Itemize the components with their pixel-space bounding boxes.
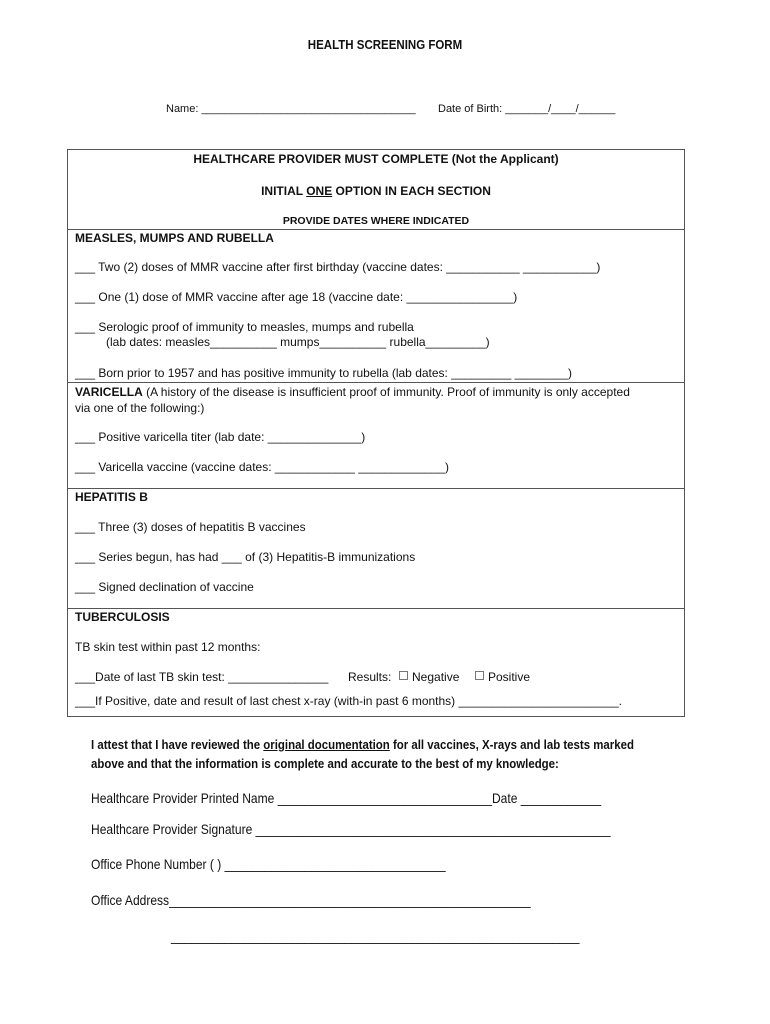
divider: [68, 488, 684, 489]
provider-header-line3: PROVIDE DATES WHERE INDICATED: [282, 215, 470, 227]
tb-skin-test-label: TB skin test within past 12 months:: [75, 640, 261, 654]
negative-label: Negative: [412, 670, 460, 684]
attest-original-documentation: original documentation: [263, 737, 390, 752]
office-address-field[interactable]: Office Address______________________________________________________: [91, 892, 531, 908]
mmr-option-born-before-1957[interactable]: ___ Born prior to 1957 and has positive immunity to rubella (lab dates: _________ ________): [75, 366, 572, 380]
header-line2-post: OPTION IN EACH SECTION: [332, 184, 491, 198]
positive-label: Positive: [488, 670, 531, 684]
divider: [68, 608, 684, 609]
mmr-section-title: MEASLES, MUMPS AND RUBELLA: [75, 231, 274, 245]
header-line2-pre: INITIAL: [261, 184, 307, 198]
mmr-option-serologic[interactable]: ___ Serologic proof of immunity to measles, mumps and rubella: [75, 320, 414, 334]
provider-header-line2: [68, 184, 684, 198]
name-field[interactable]: Name: ___________________________________: [166, 103, 416, 115]
provider-section-box: [67, 149, 685, 717]
tb-last-skin-test-date[interactable]: ___Date of last TB skin test: _______________: [75, 670, 329, 684]
attestation-line2: above and that the information is complete and accurate to the best of my knowledge:: [91, 756, 559, 771]
header-line2-one: ONE: [306, 184, 333, 198]
tb-results-label: Results:: [348, 670, 392, 684]
attestation-line1: [91, 737, 634, 752]
hepb-option-declination[interactable]: ___ Signed declination of vaccine: [75, 580, 254, 594]
varicella-option-vaccine[interactable]: ___ Varicella vaccine (vaccine dates: ____________ _____________): [75, 460, 450, 474]
tb-section-title: TUBERCULOSIS: [75, 610, 170, 624]
hepb-section-title: HEPATITIS B: [75, 490, 148, 504]
divider: [68, 382, 684, 383]
office-address-line2-field[interactable]: _____________________________________________________________: [171, 928, 580, 944]
mmr-option-two-doses[interactable]: ___ Two (2) doses of MMR vaccine after first birthday (vaccine dates: ___________ ___________): [75, 260, 601, 274]
mmr-option-one-dose[interactable]: ___ One (1) dose of MMR vaccine after age 18 (vaccine date: ________________): [75, 290, 518, 304]
positive-checkbox[interactable]: [475, 671, 484, 680]
mmr-option-serologic-lab-dates[interactable]: (lab dates: measles__________ mumps__________ rubella_________): [106, 335, 490, 349]
provider-header-line1: HEALTHCARE PROVIDER MUST COMPLETE (Not the Applicant): [193, 152, 559, 166]
varicella-desc-line2: via one of the following:): [75, 401, 205, 415]
varicella-option-titer[interactable]: ___ Positive varicella titer (lab date: ______________): [75, 430, 366, 444]
varicella-desc: (A history of the disease is insufficient proof of immunity. Proof of immunity is only accepted: [142, 385, 630, 399]
negative-checkbox[interactable]: [399, 671, 408, 680]
provider-signature-field[interactable]: Healthcare Provider Signature _____________________________________________________: [91, 821, 611, 837]
attest-post: for all vaccines, X-rays and lab tests marked: [389, 737, 634, 752]
hepb-option-series-begun[interactable]: ___ Series begun, has had ___ of (3) Hepatitis-B immunizations: [75, 550, 416, 564]
attest-pre: I attest that I have reviewed the: [91, 737, 264, 752]
hepb-option-three-doses[interactable]: ___ Three (3) doses of hepatitis B vaccines: [75, 520, 306, 534]
office-phone-field[interactable]: Office Phone Number ( ) _________________________________: [91, 856, 446, 872]
tb-chest-xray-line[interactable]: ___If Positive, date and result of last chest x-ray (with-in past 6 months) ________________________.: [75, 694, 623, 708]
divider: [68, 229, 684, 230]
varicella-title: VARICELLA: [75, 385, 143, 399]
varicella-section-title: [75, 385, 630, 399]
form-title: HEALTH SCREENING FORM: [307, 38, 463, 52]
provider-printed-name-field[interactable]: Healthcare Provider Printed Name ________________________________Date ____________: [91, 790, 602, 806]
date-of-birth-field[interactable]: Date of Birth: _______/____/______: [438, 103, 616, 115]
